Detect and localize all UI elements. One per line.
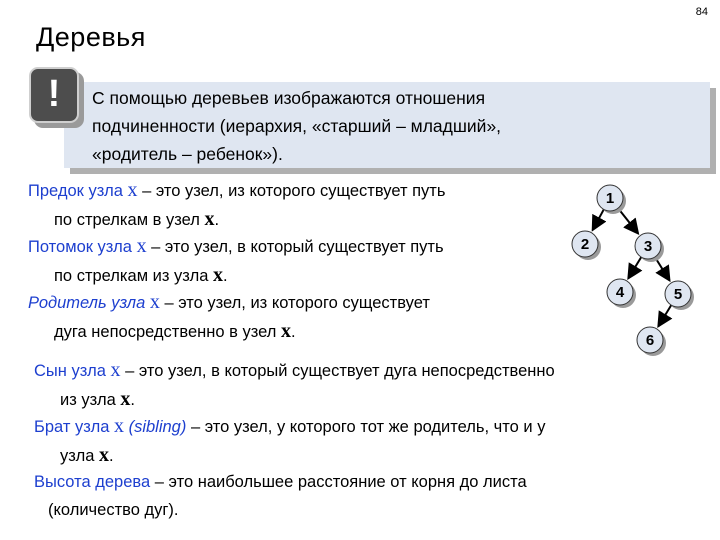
- tree-arrow: [593, 209, 604, 230]
- tree-node-label: 3: [643, 238, 653, 255]
- term-sibling: Брат узла: [34, 418, 110, 436]
- def-text: – это узел, в который существует путь: [146, 238, 444, 256]
- note-line-2: подчиненности (иерархия, «старший – младший»,: [92, 116, 502, 136]
- slide-title: Деревья: [36, 22, 146, 52]
- page-number: 84: [695, 6, 708, 18]
- tree-node-label: 5: [673, 286, 683, 303]
- tree-arrow: [618, 208, 638, 233]
- var-x: x: [149, 291, 160, 313]
- var-x: x: [110, 359, 121, 381]
- def-text: – это наибольшее расстояние от корня до листа: [150, 473, 527, 491]
- definition-descendant: [28, 232, 444, 290]
- def-text: – это узел, из которого существует путь: [137, 182, 446, 200]
- tree-node-4: [607, 279, 636, 308]
- def-continuation: (количество дуг).: [48, 501, 179, 519]
- tree-node-1: [597, 185, 626, 214]
- term-sibling-english: (sibling): [124, 418, 187, 436]
- tree-node-5: [665, 281, 694, 310]
- note-line-3: «родитель – ребенок»).: [92, 144, 283, 164]
- def-continuation: узла x.: [60, 444, 114, 466]
- note-line-1: С помощью деревьев изображаются отношения: [92, 88, 486, 108]
- def-text: – это узел, из которого существует: [159, 294, 430, 312]
- exclamation-icon: !: [29, 67, 79, 123]
- tree-node-label: 4: [615, 284, 625, 301]
- tree-node-label: 1: [605, 190, 615, 207]
- var-x: x: [136, 235, 147, 257]
- note-text: [92, 84, 692, 168]
- term-ancestor: Предок узла: [28, 182, 123, 200]
- tree-diagram: [560, 170, 710, 360]
- term-parent: Родитель узла: [28, 294, 146, 312]
- tree-arrow: [658, 305, 671, 326]
- definition-ancestor: [28, 176, 445, 234]
- tree-edges: [593, 208, 672, 326]
- tree-arrow: [628, 257, 641, 278]
- var-x: x: [114, 415, 124, 437]
- tree-node-6: [637, 327, 666, 356]
- tree-arrow: [655, 257, 670, 280]
- def-continuation: по стрелкам из узла x.: [54, 264, 228, 286]
- def-continuation: из узла x.: [60, 388, 135, 410]
- tree-node-label: 6: [645, 332, 655, 349]
- definition-child: [34, 356, 555, 414]
- def-continuation: дуга непосредственно в узел x.: [54, 320, 296, 342]
- definition-sibling: [34, 412, 545, 470]
- term-descendant: Потомок узла: [28, 238, 132, 256]
- def-continuation: по стрелкам в узел x.: [54, 208, 220, 230]
- definition-height: [34, 468, 527, 524]
- def-text: – это узел, в который существует дуга непосредственно: [120, 362, 555, 380]
- tree-node-3: [635, 233, 664, 262]
- definition-parent: [28, 288, 430, 346]
- tree-node-2: [572, 231, 601, 260]
- tree-node-label: 2: [580, 236, 590, 253]
- var-x: x: [127, 179, 138, 201]
- def-text: – это узел, у которого тот же родитель, что и у: [186, 418, 546, 436]
- term-child: Сын узла: [34, 362, 106, 380]
- term-height: Высота дерева: [34, 473, 151, 491]
